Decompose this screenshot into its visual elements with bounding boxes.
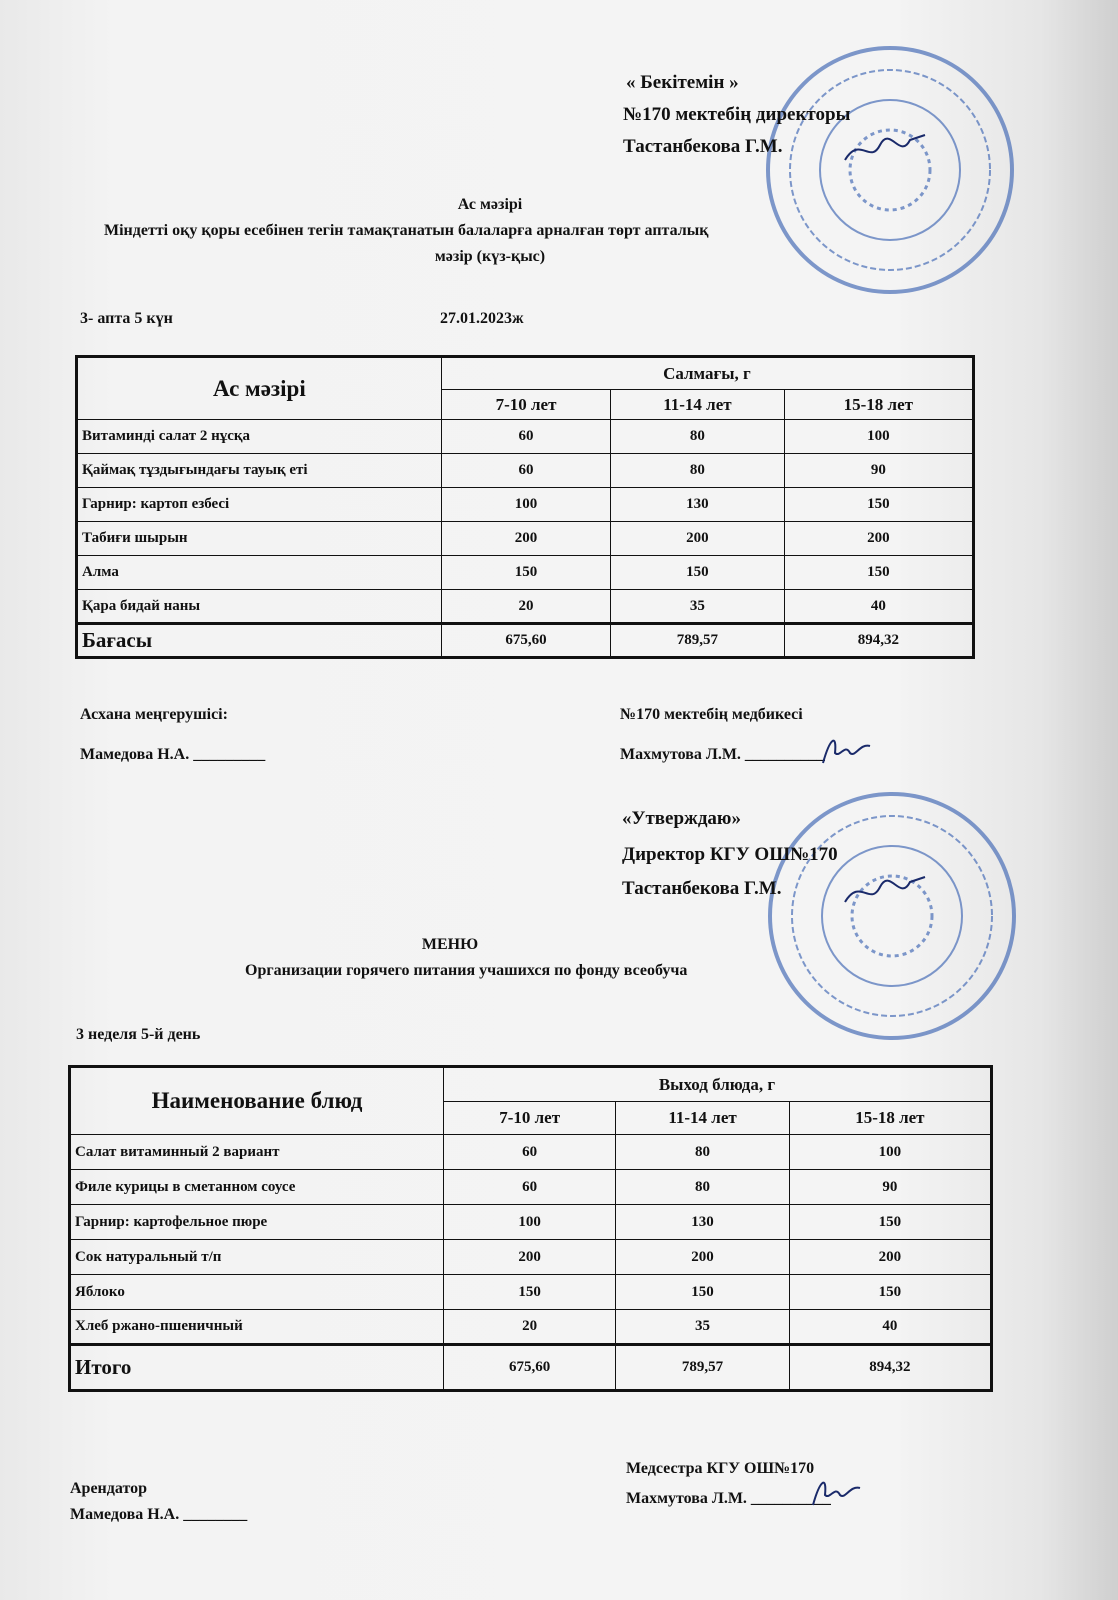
document-subtitle: Міндетті оқу қоры есебінен тегін тамақтанатын балаларға арналған төрт апталық bbox=[104, 222, 709, 239]
weight-cell: 20 bbox=[443, 1310, 615, 1345]
dish-name: Сок натуральный т/п bbox=[70, 1240, 444, 1275]
total-row bbox=[77, 624, 974, 658]
weight-cell: 200 bbox=[611, 522, 784, 556]
week-day: 3- апта 5 күн bbox=[80, 310, 173, 327]
document-title: Ас мәзірі bbox=[457, 196, 523, 213]
approval-line: Директор КГУ ОШ№170 bbox=[622, 844, 838, 865]
total-price-cell: 894,32 bbox=[789, 1345, 991, 1391]
weight-cell: 100 bbox=[443, 1205, 615, 1240]
approval-line: №170 мектебің директоры bbox=[623, 104, 851, 125]
approval-line: «Утверждаю» bbox=[622, 808, 741, 829]
age-header: 11-14 лет bbox=[616, 1102, 789, 1135]
dish-name: Хлеб ржано-пшеничный bbox=[70, 1310, 444, 1345]
weight-cell: 200 bbox=[789, 1240, 991, 1275]
table-row bbox=[77, 454, 974, 488]
total-price-cell: 894,32 bbox=[784, 624, 973, 658]
dish-name: Қаймақ тұздығындағы тауық еті bbox=[77, 454, 442, 488]
dish-name: Алма bbox=[77, 556, 442, 590]
weight-cell: 90 bbox=[784, 454, 973, 488]
weight-cell: 200 bbox=[616, 1240, 789, 1275]
table-row bbox=[70, 1310, 992, 1345]
dish-name: Табиғи шырын bbox=[77, 522, 442, 556]
table-row bbox=[70, 1240, 992, 1275]
director-signature bbox=[840, 130, 930, 170]
dish-name: Гарнир: картофельное пюре bbox=[70, 1205, 444, 1240]
weight-cell: 40 bbox=[789, 1310, 991, 1345]
dish-name: Салат витаминный 2 вариант bbox=[70, 1135, 444, 1170]
table-row bbox=[70, 1170, 992, 1205]
table-row bbox=[77, 522, 974, 556]
signer-name: Махмутова Л.М. __________ bbox=[626, 1490, 831, 1507]
weight-cell: 150 bbox=[784, 556, 973, 590]
age-header: 7-10 лет bbox=[441, 390, 610, 420]
weight-cell: 60 bbox=[443, 1135, 615, 1170]
weight-cell: 80 bbox=[611, 454, 784, 488]
document-subtitle: мәзір (күз-қыс) bbox=[434, 248, 546, 265]
signer-title: Арендатор bbox=[70, 1480, 147, 1497]
menu-table-kz bbox=[75, 355, 975, 659]
dish-name: Филе курицы в сметанном соусе bbox=[70, 1170, 444, 1205]
table-row bbox=[70, 1135, 992, 1170]
total-label: Бағасы bbox=[77, 624, 442, 658]
signer-title: Асхана меңгерушісі: bbox=[80, 706, 228, 723]
age-header: 11-14 лет bbox=[611, 390, 784, 420]
total-price-cell: 675,60 bbox=[441, 624, 610, 658]
signer-name: Мамедова Н.А. ________ bbox=[70, 1506, 248, 1523]
weight-cell: 200 bbox=[784, 522, 973, 556]
signer-name: Мамедова Н.А. _________ bbox=[80, 746, 266, 763]
age-header: 15-18 лет bbox=[784, 390, 973, 420]
total-label: Итого bbox=[70, 1345, 444, 1391]
weight-cell: 150 bbox=[443, 1275, 615, 1310]
weight-cell: 100 bbox=[784, 420, 973, 454]
signer-name: Махмутова Л.М. __________ bbox=[620, 746, 825, 763]
dish-name: Яблоко bbox=[70, 1275, 444, 1310]
weight-cell: 150 bbox=[789, 1275, 991, 1310]
weight-cell: 130 bbox=[611, 488, 784, 522]
table-row bbox=[70, 1275, 992, 1310]
weight-cell: 60 bbox=[443, 1170, 615, 1205]
weight-cell: 35 bbox=[616, 1310, 789, 1345]
weight-cell: 35 bbox=[611, 590, 784, 624]
total-price-cell: 789,57 bbox=[616, 1345, 789, 1391]
table-row bbox=[77, 488, 974, 522]
approval-line: Тастанбекова Г.М. bbox=[623, 136, 783, 157]
weight-cell: 20 bbox=[441, 590, 610, 624]
weight-cell: 80 bbox=[611, 420, 784, 454]
weight-cell: 80 bbox=[616, 1170, 789, 1205]
document-subtitle: Организации горячего питания учашихся по фонду всеобуча bbox=[245, 962, 688, 979]
table-row bbox=[70, 1205, 992, 1240]
director-signature bbox=[840, 872, 930, 912]
total-price-cell: 675,60 bbox=[443, 1345, 615, 1391]
nurse-signature bbox=[815, 728, 875, 768]
weight-cell: 100 bbox=[441, 488, 610, 522]
age-header: 15-18 лет bbox=[789, 1102, 991, 1135]
approval-line: Тастанбекова Г.М. bbox=[622, 878, 782, 899]
weight-cell: 60 bbox=[441, 454, 610, 488]
name-header: Ас мәзірі bbox=[77, 357, 442, 420]
table-row bbox=[77, 420, 974, 454]
approval-line: « Бекітемін » bbox=[626, 72, 739, 93]
weight-cell: 150 bbox=[789, 1205, 991, 1240]
weight-cell: 200 bbox=[443, 1240, 615, 1275]
total-row bbox=[70, 1345, 992, 1391]
document-title: МЕНЮ bbox=[421, 936, 479, 953]
weight-cell: 150 bbox=[611, 556, 784, 590]
dish-name: Қара бидай наны bbox=[77, 590, 442, 624]
total-price-cell: 789,57 bbox=[611, 624, 784, 658]
dish-name: Гарнир: картоп езбесі bbox=[77, 488, 442, 522]
age-header: 7-10 лет bbox=[443, 1102, 615, 1135]
weight-cell: 130 bbox=[616, 1205, 789, 1240]
weight-cell: 40 bbox=[784, 590, 973, 624]
nurse-signature bbox=[805, 1470, 865, 1510]
weight-cell: 100 bbox=[789, 1135, 991, 1170]
dish-name: Витаминді салат 2 нұсқа bbox=[77, 420, 442, 454]
table-row bbox=[77, 556, 974, 590]
weight-cell: 150 bbox=[784, 488, 973, 522]
name-header: Наименование блюд bbox=[70, 1067, 444, 1135]
signer-title: №170 мектебің медбикесі bbox=[620, 706, 803, 723]
menu-date: 27.01.2023ж bbox=[440, 310, 524, 327]
weight-cell: 150 bbox=[441, 556, 610, 590]
weight-cell: 200 bbox=[441, 522, 610, 556]
weight-cell: 90 bbox=[789, 1170, 991, 1205]
table-row bbox=[77, 590, 974, 624]
school-seal-stamp bbox=[762, 786, 1022, 1046]
group-header: Салмағы, г bbox=[441, 357, 973, 390]
signer-title: Медсестра КГУ ОШ№170 bbox=[626, 1460, 815, 1477]
week-day: 3 неделя 5-й день bbox=[76, 1026, 201, 1043]
weight-cell: 60 bbox=[441, 420, 610, 454]
weight-cell: 150 bbox=[616, 1275, 789, 1310]
group-header: Выход блюда, г bbox=[443, 1067, 991, 1102]
weight-cell: 80 bbox=[616, 1135, 789, 1170]
menu-table-ru bbox=[68, 1065, 993, 1392]
